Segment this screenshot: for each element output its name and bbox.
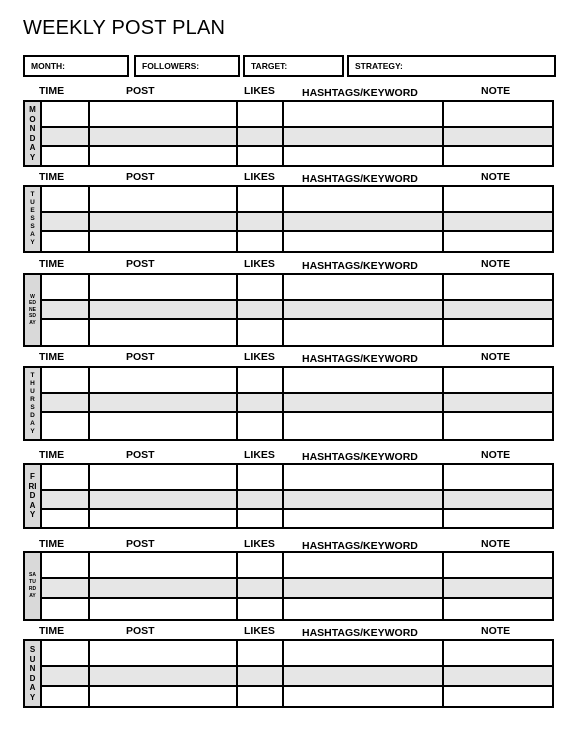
column-divider (282, 275, 284, 345)
column-header: NOTE (481, 85, 511, 97)
table-row[interactable] (42, 126, 552, 145)
column-header: LIKES (244, 85, 275, 97)
column-header: POST (126, 85, 155, 97)
day-block (0, 537, 586, 621)
day-label (25, 465, 42, 527)
table-row[interactable] (42, 553, 552, 577)
table-row[interactable] (42, 299, 552, 318)
column-header: NOTE (481, 625, 511, 637)
column-header: NOTE (481, 449, 511, 461)
column-divider (88, 553, 90, 619)
target-field[interactable]: TARGET: (243, 55, 344, 77)
day-label (25, 187, 42, 251)
column-header: HASHTAGS/KEYWORD (302, 627, 418, 639)
table-row[interactable] (42, 368, 552, 392)
strategy-field[interactable]: STRATEGY: (347, 55, 556, 77)
followers-field[interactable]: FOLLOWERS: (134, 55, 240, 77)
day-name: THURSDAY (30, 371, 35, 435)
day-block (0, 448, 586, 529)
day-name: TUESSAY (30, 191, 35, 246)
column-divider (282, 641, 284, 706)
day-grid (23, 366, 554, 441)
day-name: SUNDAY (29, 645, 36, 702)
column-header: POST (126, 351, 155, 363)
day-block (0, 624, 586, 708)
column-divider (282, 465, 284, 527)
table-row[interactable] (42, 275, 552, 299)
day-grid (23, 273, 554, 347)
column-header: LIKES (244, 258, 275, 270)
column-divider (282, 102, 284, 165)
column-divider (236, 368, 238, 439)
day-name: WEDNESDAY (29, 293, 36, 326)
day-name: FRIDAY (28, 472, 37, 520)
column-header: LIKES (244, 171, 275, 183)
column-header: HASHTAGS/KEYWORD (302, 353, 418, 365)
day-name: MONDAY (29, 105, 36, 162)
day-label (25, 102, 42, 165)
day-grid (23, 551, 554, 621)
column-divider (88, 102, 90, 165)
column-divider (442, 641, 444, 706)
table-row[interactable] (42, 465, 552, 489)
column-divider (236, 102, 238, 165)
column-header: LIKES (244, 351, 275, 363)
column-header: NOTE (481, 171, 511, 183)
column-header: POST (126, 538, 155, 550)
column-header: TIME (39, 449, 65, 461)
column-divider (442, 553, 444, 619)
column-divider (282, 187, 284, 251)
column-header: NOTE (481, 351, 511, 363)
column-divider (88, 465, 90, 527)
column-header: LIKES (244, 625, 275, 637)
table-row[interactable] (42, 318, 552, 349)
table-row[interactable] (42, 577, 552, 597)
column-divider (442, 368, 444, 439)
column-header: TIME (39, 171, 65, 183)
table-row[interactable] (42, 145, 552, 169)
column-header: TIME (39, 258, 65, 270)
column-divider (236, 641, 238, 706)
column-divider (442, 465, 444, 527)
column-header: POST (126, 171, 155, 183)
table-row[interactable] (42, 392, 552, 411)
day-block (0, 84, 586, 167)
month-field[interactable]: MONTH: (23, 55, 129, 77)
column-divider (236, 275, 238, 345)
column-divider (282, 368, 284, 439)
day-label (25, 553, 42, 619)
column-header: TIME (39, 351, 65, 363)
day-label (25, 641, 42, 706)
day-grid (23, 100, 554, 167)
column-divider (236, 465, 238, 527)
day-name: SATURDAY (28, 572, 37, 599)
column-header: TIME (39, 538, 65, 550)
page-title: WEEKLY POST PLAN (23, 17, 226, 39)
column-header: POST (126, 625, 155, 637)
day-label (25, 275, 42, 345)
column-header: TIME (39, 625, 65, 637)
column-divider (88, 368, 90, 439)
column-divider (236, 553, 238, 619)
table-row[interactable] (42, 597, 552, 623)
column-header: HASHTAGS/KEYWORD (302, 173, 418, 185)
column-divider (88, 275, 90, 345)
day-block (0, 350, 586, 441)
info-bar (0, 55, 586, 77)
column-header: HASHTAGS/KEYWORD (302, 451, 418, 463)
day-grid (23, 639, 554, 708)
column-divider (236, 187, 238, 251)
column-divider (442, 187, 444, 251)
day-grid (23, 463, 554, 529)
column-header: POST (126, 449, 155, 461)
day-block (0, 257, 586, 347)
table-row[interactable] (42, 187, 552, 211)
table-row[interactable] (42, 411, 552, 443)
column-divider (442, 102, 444, 165)
table-row[interactable] (42, 665, 552, 685)
column-header: NOTE (481, 538, 511, 550)
column-header: HASHTAGS/KEYWORD (302, 87, 418, 99)
column-divider (442, 275, 444, 345)
column-header: TIME (39, 85, 65, 97)
table-row[interactable] (42, 211, 552, 230)
column-divider (282, 553, 284, 619)
column-header: POST (126, 258, 155, 270)
day-grid (23, 185, 554, 253)
day-label (25, 368, 42, 439)
table-row[interactable] (42, 102, 552, 126)
column-header: LIKES (244, 449, 275, 461)
column-header: HASHTAGS/KEYWORD (302, 540, 418, 552)
table-row[interactable] (42, 489, 552, 508)
table-row[interactable] (42, 230, 552, 255)
column-header: HASHTAGS/KEYWORD (302, 260, 418, 272)
day-block (0, 170, 586, 253)
column-divider (88, 641, 90, 706)
column-divider (88, 187, 90, 251)
column-header: LIKES (244, 538, 275, 550)
table-row[interactable] (42, 641, 552, 665)
table-row[interactable] (42, 685, 552, 710)
column-header: NOTE (481, 258, 511, 270)
table-row[interactable] (42, 508, 552, 531)
